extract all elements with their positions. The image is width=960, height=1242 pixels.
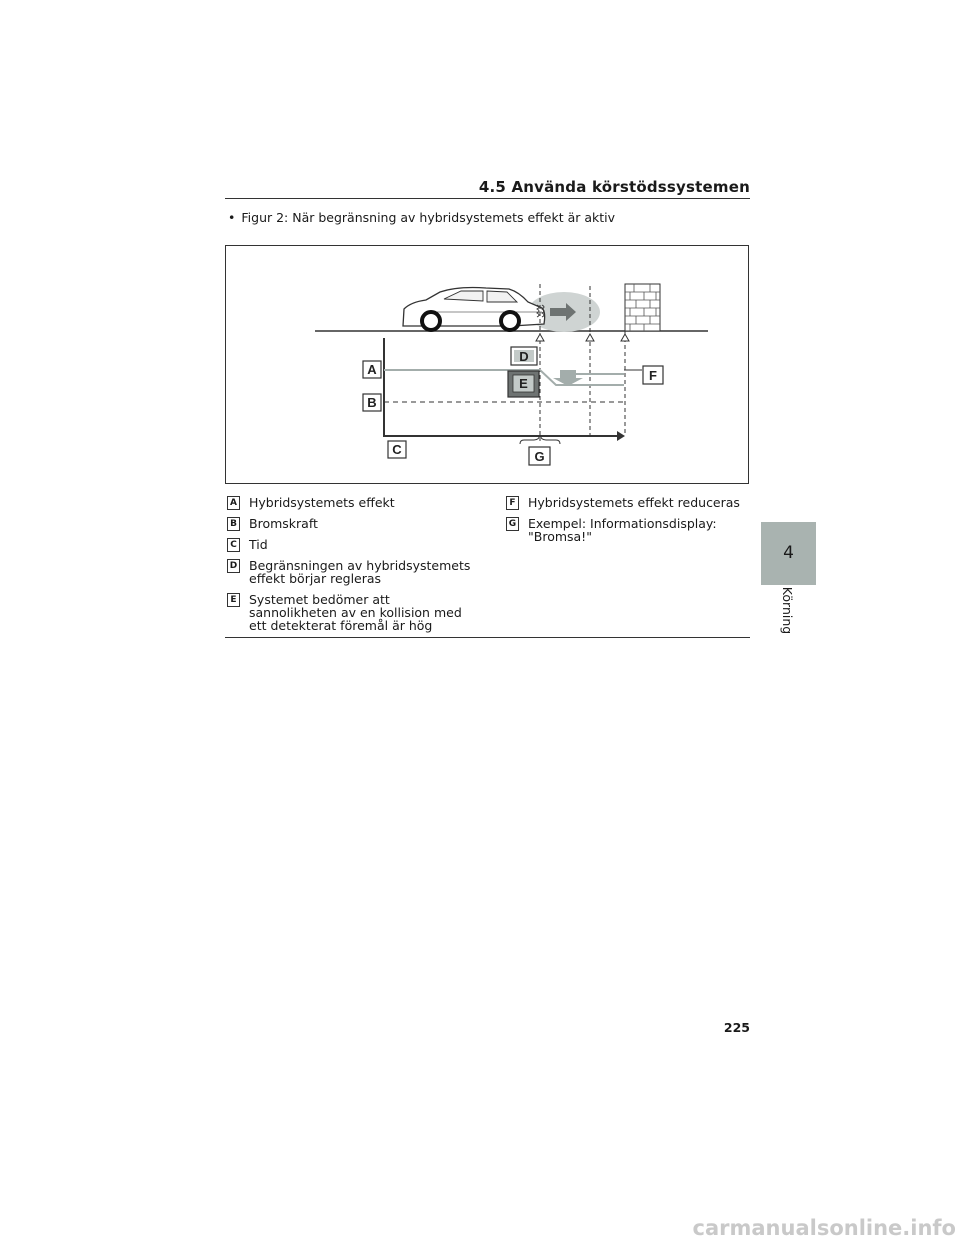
legend-right — [506, 496, 746, 551]
timing-markers — [536, 334, 629, 341]
page-number: 225 — [723, 1020, 750, 1035]
legend-badge: D — [227, 559, 240, 573]
hybrid-power-diagram — [226, 246, 748, 483]
intro-line — [228, 210, 615, 225]
label-g — [529, 447, 550, 465]
legend-left — [227, 496, 477, 640]
svg-text:B: B — [367, 395, 377, 410]
legend-badge: A — [227, 496, 240, 510]
legend-item-a — [227, 496, 477, 509]
brick-wall — [625, 284, 660, 331]
legend-badge: G — [506, 517, 519, 531]
svg-text:A: A — [367, 362, 377, 377]
legend-badge: C — [227, 538, 240, 552]
legend-text: Hybridsystemets effekt — [249, 495, 395, 510]
legend-badge: E — [227, 593, 240, 607]
section-title: 4.5 Använda körstödssystemen — [478, 178, 750, 196]
legend-item-f — [506, 496, 746, 509]
chapter-label-text: Körning — [780, 586, 796, 634]
label-c — [388, 441, 406, 458]
label-f — [643, 366, 663, 384]
legend-text: Bromskraft — [249, 516, 318, 531]
chapter-tab[interactable]: 4 — [761, 522, 816, 585]
label-b — [363, 394, 381, 411]
svg-text:E: E — [519, 376, 528, 391]
title-rule — [225, 198, 750, 199]
legend-text: Systemet bedömer att sannolikheten av en kollision med ett detekterat föremål är hög — [249, 592, 462, 633]
legend-item-e — [227, 593, 477, 632]
svg-text:G: G — [534, 449, 545, 464]
bullet: • — [228, 210, 236, 225]
legend-item-g — [506, 517, 746, 543]
label-d — [511, 347, 537, 365]
watermark: carmanualsonline.info — [692, 1216, 956, 1240]
bottom-rule — [225, 637, 750, 638]
legend-text: Tid — [249, 537, 268, 552]
legend-item-c — [227, 538, 477, 551]
legend-text: Hybridsystemets effekt reduceras — [528, 495, 740, 510]
hybrid-power-line — [384, 370, 624, 385]
svg-text:F: F — [649, 368, 657, 383]
svg-text:D: D — [519, 349, 529, 364]
svg-text:C: C — [392, 442, 402, 457]
label-a — [363, 361, 381, 378]
chapter-label — [738, 560, 838, 660]
intro-text: Figur 2: När begränsning av hybridsystemets effekt är aktiv — [241, 210, 616, 225]
reduction-arrow-icon — [553, 370, 583, 386]
legend-item-d — [227, 559, 477, 585]
legend-text: Begränsningen av hybridsystemets effekt börjar regleras — [249, 558, 471, 586]
legend-badge: F — [506, 496, 519, 510]
time-axis-arrow — [617, 431, 625, 441]
figure-box — [225, 245, 749, 484]
legend-item-b — [227, 517, 477, 530]
legend-badge: B — [227, 517, 240, 531]
label-e — [508, 371, 539, 397]
legend-text: Exempel: Informationsdisplay: "Bromsa!" — [528, 516, 717, 544]
